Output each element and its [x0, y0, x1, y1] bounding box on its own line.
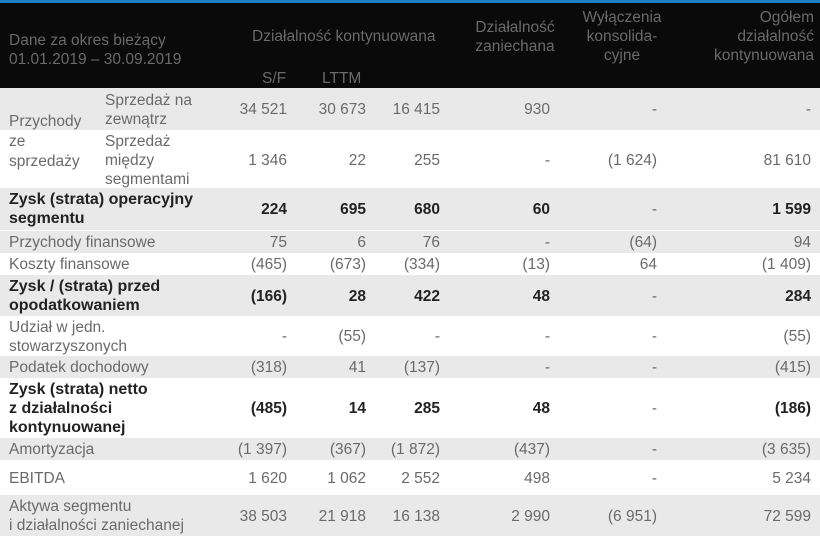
header-exclusions-line3: cyjne: [603, 47, 641, 64]
value-exclusions: -: [651, 400, 657, 417]
row-label: Amortyzacja: [9, 441, 95, 458]
row-label-line: Zysk (strata) operacyjny: [9, 191, 194, 208]
row-label: Przychody finansowe: [9, 234, 156, 251]
table-row: [0, 356, 820, 378]
value-total: 72 599: [763, 508, 811, 525]
table-row: [0, 438, 820, 460]
value-discontinued: -: [544, 234, 550, 251]
value-discontinued: -: [544, 328, 550, 345]
value-total: 284: [785, 288, 811, 305]
value-sf: 75: [269, 234, 287, 251]
value-lttm: 695: [340, 201, 366, 218]
value-sf: 38 503: [239, 508, 287, 525]
header-exclusions-line2: konsolida-: [586, 28, 658, 45]
header-continuing: Działalność kontynuowana: [252, 28, 436, 45]
value-lttm: (367): [329, 441, 366, 458]
table-row: [0, 275, 820, 316]
revenue-group-label-line: Przychody: [9, 113, 82, 130]
value-third: 255: [414, 152, 440, 169]
value-lttm: 1 062: [327, 470, 366, 487]
value-total: (186): [774, 400, 811, 417]
value-lttm: 14: [348, 400, 366, 417]
value-sf: (318): [250, 359, 287, 376]
value-total: (415): [774, 359, 811, 376]
row-label-line: Udział w jedn.: [9, 319, 106, 336]
value-discontinued: 2 990: [511, 508, 550, 525]
header-total-line3: kontynuowana: [714, 47, 814, 64]
value-third: -: [434, 328, 440, 345]
value-sf: 1 346: [248, 152, 287, 169]
value-total: (1 409): [761, 256, 811, 273]
table-row: [0, 230, 820, 253]
value-sf: (485): [250, 400, 287, 417]
value-discontinued: 498: [524, 470, 550, 487]
table-row: [0, 130, 820, 188]
value-lttm: 22: [348, 152, 366, 169]
value-exclusions: (1 624): [607, 152, 657, 169]
value-exclusions: (6 951): [607, 508, 657, 525]
table-row: [0, 88, 820, 130]
row-label-line: i działalności zaniechanej: [9, 517, 184, 534]
value-third: 16 415: [392, 101, 440, 118]
value-sf: (465): [250, 256, 287, 273]
row-label-line: opodatkowaniem: [9, 297, 140, 314]
value-third: (334): [403, 256, 440, 273]
value-third: (137): [403, 359, 440, 376]
value-total: 94: [793, 234, 811, 251]
row-label-line: Zysk / (strata) przed: [9, 278, 161, 295]
header-discontinued: [470, 18, 560, 56]
value-sf: 1 620: [248, 470, 287, 487]
value-sf: (1 397): [237, 441, 287, 458]
value-sf: -: [281, 328, 287, 345]
table-row: [0, 495, 820, 536]
header-discontinued-line1: Działalność: [475, 19, 555, 36]
value-total: -: [805, 101, 811, 118]
value-lttm: 6: [357, 234, 366, 251]
value-discontinued: 48: [532, 400, 550, 417]
row-label: Podatek dochodowy: [9, 359, 149, 376]
value-discontinued: 48: [532, 288, 550, 305]
table-row: [0, 460, 820, 495]
value-total: 1 599: [772, 201, 811, 218]
value-third: 422: [414, 288, 440, 305]
value-lttm: 30 673: [318, 101, 366, 118]
row-label-line: Aktywa segmentu: [9, 498, 132, 515]
value-lttm: (673): [329, 256, 366, 273]
row-label-line: Sprzedaż: [105, 133, 171, 150]
table-row: [0, 188, 820, 230]
header-discontinued-line2: zaniechana: [475, 38, 555, 55]
value-third: 76: [422, 234, 440, 251]
row-label: Koszty finansowe: [9, 256, 130, 273]
row-label: EBITDA: [9, 470, 65, 487]
row-label: [105, 132, 189, 189]
value-third: 16 138: [392, 508, 440, 525]
revenue-group-label-line: ze: [9, 133, 26, 150]
value-exclusions: -: [651, 441, 657, 458]
table-row: [0, 378, 820, 438]
value-lttm: 21 918: [318, 508, 366, 525]
header-accent-line: [0, 0, 820, 3]
header-total-line1: Ogółem: [759, 9, 814, 26]
value-exclusions: -: [651, 470, 657, 487]
value-third: (1 872): [390, 441, 440, 458]
value-discontinued: -: [544, 359, 550, 376]
value-lttm: 41: [348, 359, 366, 376]
value-discontinued: 930: [524, 101, 550, 118]
row-label: [9, 190, 193, 228]
value-lttm: (55): [338, 328, 366, 345]
value-exclusions: -: [651, 328, 657, 345]
value-exclusions: 64: [639, 256, 657, 273]
row-label-line: Zysk (strata) netto: [9, 381, 148, 398]
row-label-line: kontynuowanej: [9, 419, 126, 436]
value-exclusions: -: [651, 101, 657, 118]
header-exclusions-line1: Wyłączenia: [582, 9, 662, 26]
row-label-line: stowarzyszonych: [9, 338, 128, 355]
row-label: [9, 277, 160, 315]
row-label-line: zewnątrz: [105, 111, 168, 128]
row-label: [9, 380, 148, 437]
table-header: [0, 0, 820, 88]
table-row: [0, 253, 820, 275]
row-label-line: między: [105, 152, 155, 169]
value-discontinued: (13): [522, 256, 550, 273]
value-total: (55): [783, 328, 811, 345]
value-exclusions: -: [651, 288, 657, 305]
row-label: [9, 497, 184, 535]
value-exclusions: -: [651, 201, 657, 218]
value-sf: (166): [250, 288, 287, 305]
header-period-dates: 01.01.2019 – 30.09.2019: [9, 51, 182, 68]
table-body: [0, 88, 820, 536]
value-exclusions: (64): [629, 234, 657, 251]
table-row: [0, 316, 820, 356]
row-label: [105, 91, 192, 129]
revenue-group-label-line: sprzedaży: [9, 153, 80, 170]
value-sf: 34 521: [239, 101, 287, 118]
revenue-group-label: [9, 112, 81, 172]
value-third: 2 552: [401, 470, 440, 487]
row-label-line: segmentami: [105, 171, 190, 188]
value-exclusions: -: [651, 359, 657, 376]
header-total: [696, 8, 814, 65]
header-period-title: Dane za okres bieżący: [9, 32, 166, 49]
row-label-line: Sprzedaż na: [105, 92, 193, 109]
value-lttm: 28: [348, 288, 366, 305]
row-label-line: segmentu: [9, 210, 85, 227]
value-total: 5 234: [772, 470, 811, 487]
header-period: [9, 31, 181, 69]
value-third: 680: [414, 201, 440, 218]
header-lttm: LTTM: [322, 70, 362, 87]
value-sf: 224: [261, 201, 287, 218]
value-total: (3 635): [761, 441, 811, 458]
header-sf: S/F: [262, 70, 287, 87]
value-discontinued: -: [544, 152, 550, 169]
value-discontinued: 60: [532, 201, 550, 218]
row-label-line: z działalności: [9, 400, 113, 417]
value-third: 285: [414, 400, 440, 417]
row-label: [9, 318, 127, 356]
header-exclusions: [572, 8, 672, 65]
header-total-line2: działalność: [737, 28, 814, 45]
value-discontinued: (437): [513, 441, 550, 458]
value-total: 81 610: [763, 152, 811, 169]
